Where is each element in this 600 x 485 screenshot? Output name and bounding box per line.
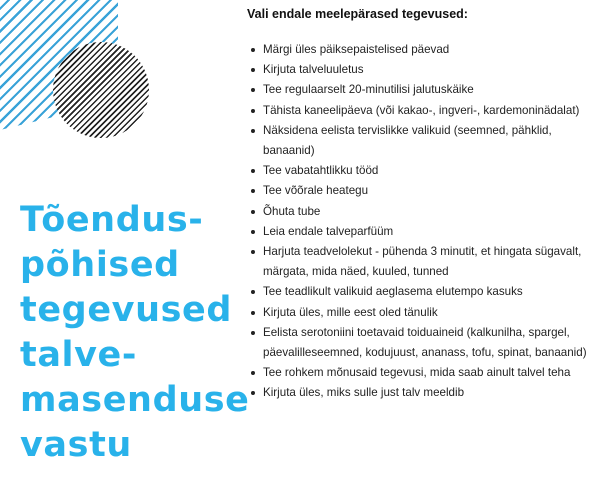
list-item: Kirjuta talveluuletus: [263, 60, 594, 80]
list-item: Tee teadlikult valikuid aeglasema elutempo kasuks: [263, 282, 594, 302]
striped-circle-decoration: [53, 42, 149, 138]
activities-section: [244, 6, 594, 404]
list-item: Tähista kaneelipäeva (või kakao-, ingveri-, kardemoninädalat): [263, 101, 594, 121]
list-item: Kirjuta üles, miks sulle just talv meeldib: [263, 383, 594, 403]
list-item: Eelista serotoniini toetavaid toiduaineid (kalkunilha, spargel, päevalilleseemned, kodujuust, ananass, tofu, spinat, banaanid): [263, 323, 594, 363]
list-item: Kirjuta üles, mille eest oled tänulik: [263, 303, 594, 323]
list-item: Näksidena eelista tervislikke valikuid (seemned, pähklid, banaanid): [263, 121, 594, 161]
list-item: Tee rohkem mõnusaid tegevusi, mida saab ainult talvel teha: [263, 363, 594, 383]
title-line: talve-: [20, 335, 138, 375]
list-item: Harjuta teadvelolekut - pühenda 3 minutit, et hingata sügavalt, märgata, mida näed, kuuled, tunned: [263, 242, 594, 282]
list-item: Tee võõrale heategu: [263, 181, 594, 201]
list-item: Märgi üles päiksepaistelised päevad: [263, 40, 594, 60]
title-line: põhised: [20, 245, 180, 285]
list-heading: Vali endale meelepärased tegevused:: [247, 7, 468, 21]
page-title: [20, 198, 250, 468]
list-item: Õhuta tube: [263, 202, 594, 222]
list-item: Tee regulaarselt 20-minutilisi jalutuskäike: [263, 80, 594, 100]
title-line: tegevused: [20, 290, 233, 330]
title-line: Tõendus-: [20, 200, 204, 240]
activities-list: [244, 40, 594, 404]
list-item: Tee vabatahtlikku tööd: [263, 161, 594, 181]
list-item: Leia endale talveparfüüm: [263, 222, 594, 242]
title-line: masenduse: [20, 380, 250, 420]
title-line: vastu: [20, 425, 132, 465]
